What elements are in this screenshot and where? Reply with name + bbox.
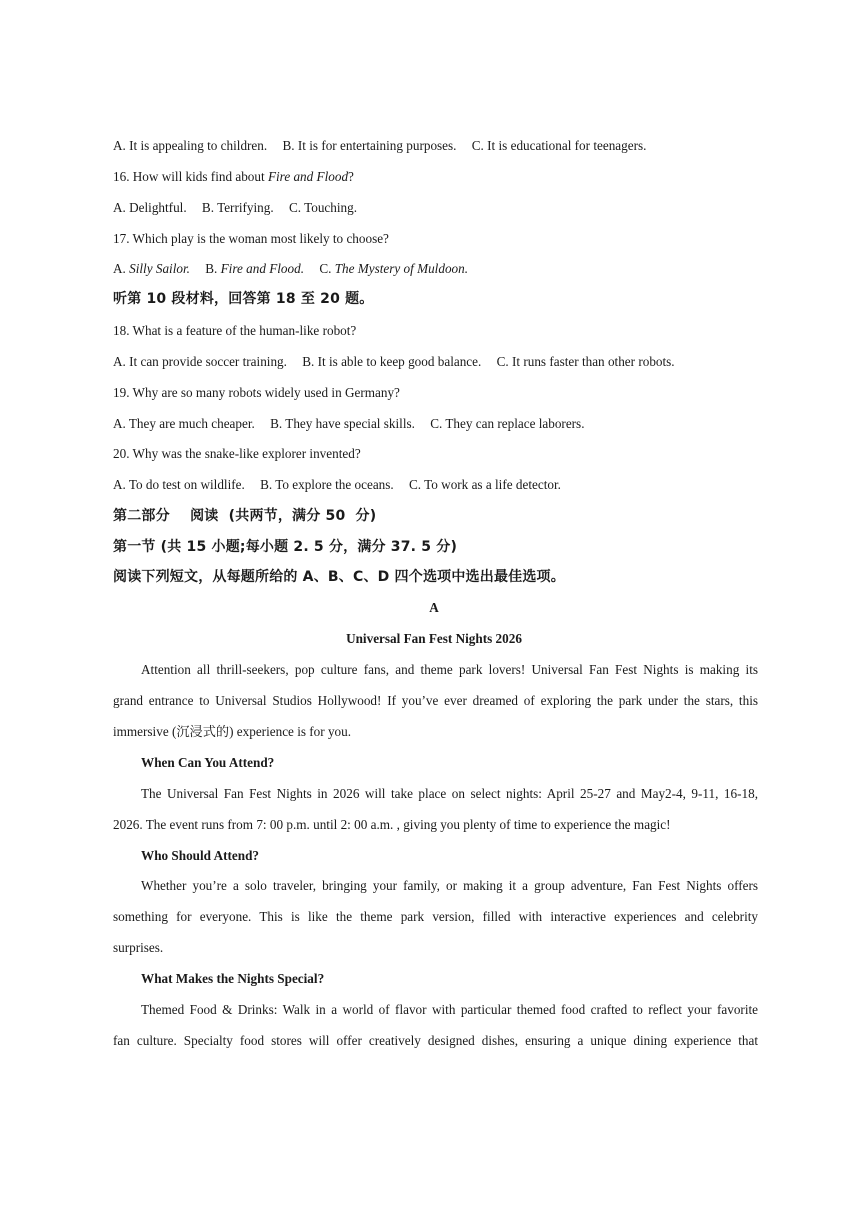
q20-option-b: B. To explore the oceans. (260, 477, 394, 492)
q18-options (113, 353, 758, 371)
q19-stem: 19. Why are so many robots widely used in Germany? (113, 385, 400, 400)
q17-option-a-letter: A. (113, 261, 130, 276)
q20-stem: 20. Why was the snake-like explorer invented? (113, 446, 361, 461)
q16-stem-text: 16. How will kids find about (113, 169, 268, 184)
q16-stem (113, 168, 758, 186)
q18-stem: 18. What is a feature of the human-like robot? (113, 323, 357, 338)
passage-p1-line3: immersive (沉浸式的) experience is for you. (113, 724, 352, 739)
passage-p3-line2: something for everyone. This is like the theme park version, filled with interactive experiences and celebrity (113, 909, 758, 924)
q17-option-c (319, 260, 468, 278)
passage-p4-line2: fan culture. Specialty food stores will offer creatively designed dishes, ensuring a unique dining experience that (113, 1033, 758, 1048)
q17-option-c-title: The Mystery of Muldoon. (334, 261, 469, 276)
passage-p2-line1: The Universal Fan Fest Nights in 2026 will take place on select nights: April 25-27 and May2-4, 9-11, 16-18, (141, 786, 758, 801)
passage-heading-when: When Can You Attend? (141, 755, 275, 770)
q15-option-b: B. It is for entertaining purposes. (282, 138, 457, 153)
passage-heading-special: What Makes the Nights Special? (141, 971, 325, 986)
q19-option-b: B. They have special skills. (270, 416, 415, 431)
passage-heading-who: Who Should Attend? (141, 848, 259, 863)
section10-heading: 听第 10 段材料，回答第 18 至 20 题。 (113, 291, 374, 307)
q15-option-c: C. It is educational for teenagers. (471, 138, 647, 153)
q20-option-a: A. To do test on wildlife. (113, 477, 245, 492)
q18-option-a: A. It can provide soccer training. (113, 354, 287, 369)
passage-p1-line1: Attention all thrill-seekers, pop culture fans, and theme park lovers! Universal Fan Fest Nights is making its (141, 662, 758, 677)
passage-label: A (429, 600, 439, 615)
q17-stem: 17. Which play is the woman most likely to choose? (113, 231, 389, 246)
part2-heading: 第二部分 阅读 (共两节，满分 50 分) (113, 508, 377, 524)
q17-options (113, 260, 758, 278)
q16-option-b: B. Terrifying. (201, 200, 274, 215)
q16-options (113, 199, 758, 217)
q18-option-b: B. It is able to keep good balance. (302, 354, 482, 369)
q17-option-a-title: Silly Sailor. (129, 261, 190, 276)
q16-stem-end: ? (348, 169, 354, 184)
q19-options (113, 415, 758, 433)
passage-p4-line1: Themed Food & Drinks: Walk in a world of flavor with particular themed food crafted to reflect your favorite (141, 1002, 758, 1017)
passage-p2-line2: 2026. The event runs from 7: 00 p.m. until 2: 00 a.m. , giving you plenty of time to experience the magic! (113, 817, 671, 832)
reading-instructions: 阅读下列短文，从每题所给的 A、B、C、D 四个选项中选出最佳选项。 (113, 569, 565, 585)
q17-option-b-title: Fire and Flood. (220, 261, 305, 276)
q19-option-c: C. They can replace laborers. (430, 416, 585, 431)
q16-option-c: C. Touching. (288, 200, 358, 215)
q15-options (113, 137, 758, 155)
q17-option-a (113, 260, 190, 278)
q17-option-b-letter: B. (205, 261, 221, 276)
q16-stem-title: Fire and Flood (267, 169, 349, 184)
passage-p1-line2: grand entrance to Universal Studios Hollywood! If you’ve ever dreamed of exploring the park under the stars, this (113, 693, 758, 708)
q17-option-b (205, 260, 304, 278)
q17-option-c-letter: C. (319, 261, 335, 276)
q19-option-a: A. They are much cheaper. (113, 416, 255, 431)
q20-option-c: C. To work as a life detector. (409, 477, 561, 492)
passage-title: Universal Fan Fest Nights 2026 (346, 631, 522, 646)
q16-option-a: A. Delightful. (113, 200, 187, 215)
q20-options (113, 476, 758, 494)
passage-p3-line3: surprises. (113, 940, 164, 955)
q18-option-c: C. It runs faster than other robots. (496, 354, 675, 369)
q15-option-a: A. It is appealing to children. (113, 138, 268, 153)
passage-p3-line1: Whether you’re a solo traveler, bringing your family, or making it a group adventure, Fan Fest Nights offers (141, 878, 758, 893)
section1-heading: 第一节 (共 15 小题;每小题 2. 5 分，满分 37. 5 分) (113, 539, 458, 555)
